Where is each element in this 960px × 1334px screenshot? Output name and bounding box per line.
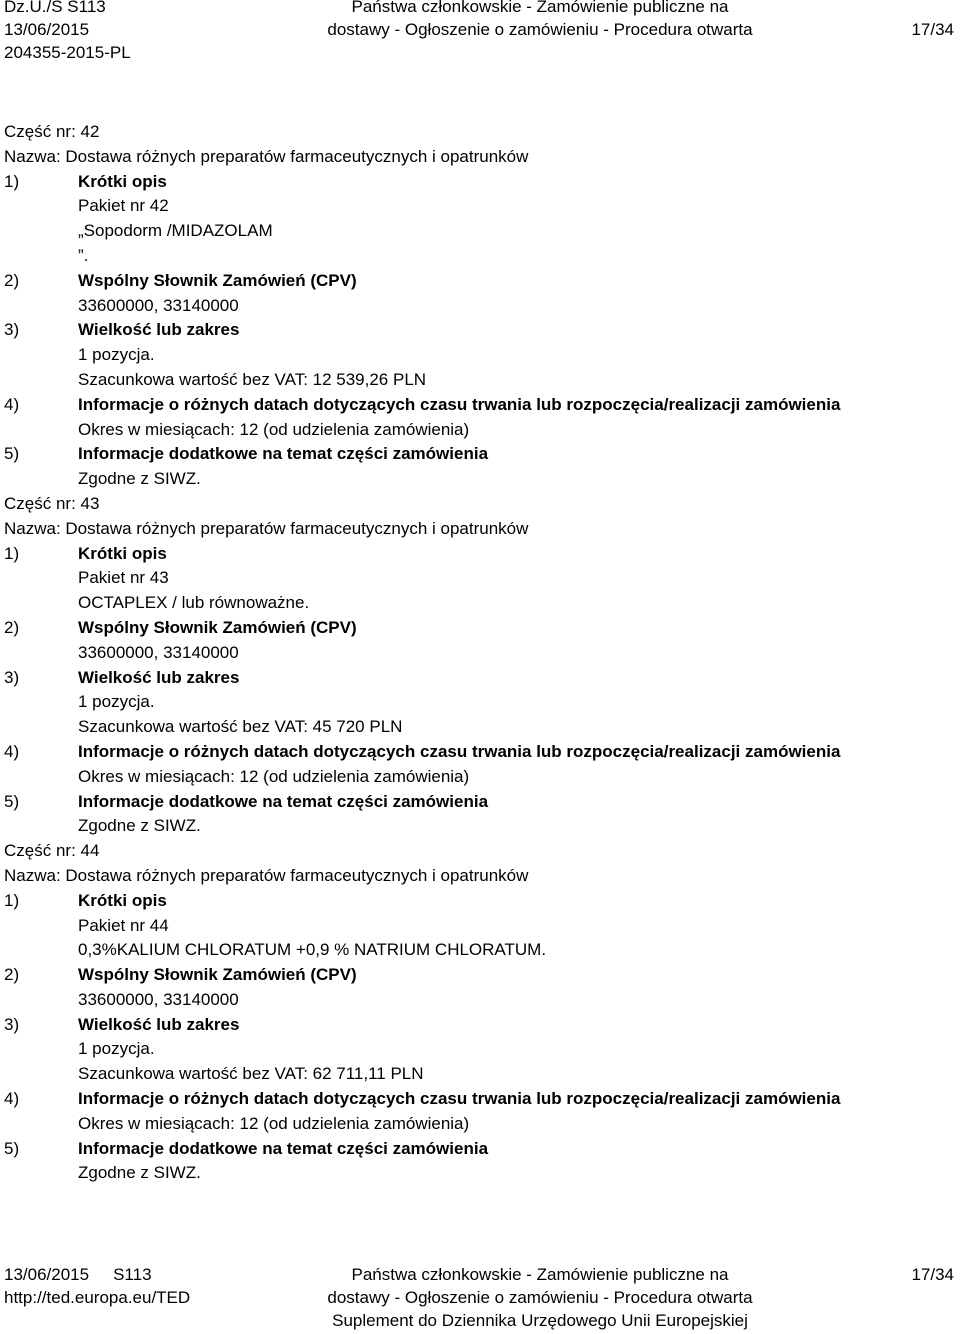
section-heading — [4, 740, 954, 765]
section-text-line: Pakiet nr 44 — [78, 915, 169, 935]
footer-left — [4, 1263, 190, 1309]
section-text-line: 33600000, 33140000 — [78, 295, 239, 315]
footer-date-series — [4, 1263, 190, 1286]
section-text-line: Zgodne z SIWZ. — [78, 816, 201, 836]
section-title: Krótki opis — [78, 543, 167, 563]
section-text-line: 33600000, 33140000 — [78, 642, 239, 662]
section-title: Wielkość lub zakres — [78, 320, 240, 340]
section-title: Informacje o różnych datach dotyczących czasu trwania lub rozpoczęcia/realizacji zamówienia — [78, 394, 841, 414]
section-number: 3) — [4, 667, 20, 687]
section-heading — [4, 616, 954, 641]
section-text-line: Pakiet nr 42 — [78, 196, 169, 216]
header-right — [911, 0, 954, 41]
section-title: Wielkość lub zakres — [78, 667, 240, 687]
section-number: 5) — [4, 791, 20, 811]
section-heading — [4, 393, 954, 418]
section-text-line: 1 pozycja. — [78, 692, 155, 712]
section-number: 4) — [4, 394, 20, 414]
section-number: 1) — [4, 890, 20, 910]
section-heading — [4, 442, 954, 467]
header-center — [310, 0, 770, 41]
footer-title-line-1: Państwa członkowskie - Zamówienie publiczne na — [351, 1265, 729, 1284]
section-title: Wspólny Słownik Zamówień (CPV) — [78, 617, 357, 637]
section-heading — [4, 542, 954, 567]
section-number: 5) — [4, 1138, 20, 1158]
section-text-line: 0,3%KALIUM CHLORATUM +0,9 % NATRIUM CHLORATUM. — [78, 940, 547, 960]
section-text-line: 33600000, 33140000 — [78, 989, 239, 1009]
section-heading — [4, 889, 954, 914]
footer-page-number: 17/34 — [911, 1265, 954, 1284]
section-text-line: OCTAPLEX / lub równoważne. — [78, 593, 310, 613]
section-number: 3) — [4, 320, 20, 340]
document-body — [4, 120, 954, 1186]
section-title: Wielkość lub zakres — [78, 1014, 240, 1034]
section-heading — [4, 790, 954, 815]
section-title: Informacje o różnych datach dotyczących czasu trwania lub rozpoczęcia/realizacji zamówienia — [78, 1089, 841, 1109]
section-text-line: Szacunkowa wartość bez VAT: 12 539,26 PLN — [78, 369, 427, 389]
section-heading — [4, 269, 954, 294]
header-page-number: 17/34 — [911, 20, 954, 39]
header-right-blank — [911, 0, 954, 18]
section-heading — [4, 963, 954, 988]
section-number: 5) — [4, 444, 20, 464]
section-title: Krótki opis — [78, 171, 167, 191]
header-title-line-1: Państwa członkowskie - Zamówienie publiczne na — [351, 0, 729, 16]
section-text-line: Pakiet nr 43 — [78, 568, 169, 588]
footer-url-link[interactable]: http://ted.europa.eu/TED — [4, 1288, 191, 1307]
section-number: 1) — [4, 543, 20, 563]
section-text-line: Okres w miesiącach: 12 (od udzielenia zamówienia) — [78, 1113, 470, 1133]
footer-title-line-2: dostawy - Ogłoszenie o zamówieniu - Procedura otwarta — [327, 1288, 753, 1307]
section-number: 2) — [4, 965, 20, 985]
lot-section — [4, 492, 954, 839]
lot-name: Nazwa: Dostawa różnych preparatów farmaceutycznych i opatrunków — [4, 865, 529, 885]
header-journal-ref: Dz.U./S S113 — [4, 0, 106, 16]
header-date: 13/06/2015 — [4, 20, 90, 39]
section-heading — [4, 318, 954, 343]
section-title: Krótki opis — [78, 890, 167, 910]
section-text-line: 1 pozycja. — [78, 1039, 155, 1059]
section-text-line: Okres w miesiącach: 12 (od udzielenia zamówienia) — [78, 766, 470, 786]
footer-series: S113 — [113, 1265, 152, 1284]
lot-name: Nazwa: Dostawa różnych preparatów farmaceutycznych i opatrunków — [4, 518, 529, 538]
section-title: Informacje dodatkowe na temat części zamówienia — [78, 1138, 489, 1158]
section-number: 1) — [4, 171, 20, 191]
section-text-line: Szacunkowa wartość bez VAT: 45 720 PLN — [78, 717, 403, 737]
section-title: Wspólny Słownik Zamówień (CPV) — [78, 270, 357, 290]
section-title: Informacje dodatkowe na temat części zamówienia — [78, 791, 489, 811]
section-text-line: Zgodne z SIWZ. — [78, 469, 201, 489]
section-text-line: Szacunkowa wartość bez VAT: 62 711,11 PLN — [78, 1064, 424, 1084]
lot-number: Część nr: 43 — [4, 493, 100, 513]
section-text-line: „Sopodorm /MIDAZOLAM — [78, 221, 273, 241]
section-title: Wspólny Słownik Zamówień (CPV) — [78, 965, 357, 985]
section-heading — [4, 1013, 954, 1038]
section-text-line: Okres w miesiącach: 12 (od udzielenia zamówienia) — [78, 419, 470, 439]
section-title: Informacje dodatkowe na temat części zamówienia — [78, 444, 489, 464]
section-number: 4) — [4, 741, 20, 761]
section-title: Informacje o różnych datach dotyczących czasu trwania lub rozpoczęcia/realizacji zamówienia — [78, 741, 841, 761]
section-heading — [4, 1087, 954, 1112]
lot-number: Część nr: 42 — [4, 122, 100, 141]
section-text-line: 1 pozycja. — [78, 345, 155, 365]
lot-section — [4, 120, 954, 492]
section-heading — [4, 666, 954, 691]
section-text-line: Zgodne z SIWZ. — [78, 1163, 201, 1183]
header-title-line-2: dostawy - Ogłoszenie o zamówieniu - Procedura otwarta — [327, 20, 753, 39]
section-text-line: ”. — [78, 245, 89, 265]
lot-name: Nazwa: Dostawa różnych preparatów farmaceutycznych i opatrunków — [4, 146, 529, 166]
section-heading — [4, 170, 954, 195]
section-number: 4) — [4, 1089, 20, 1109]
lot-number: Część nr: 44 — [4, 841, 100, 861]
lot-section — [4, 839, 954, 1186]
footer-date: 13/06/2015 — [4, 1265, 90, 1284]
footer-right — [911, 1263, 954, 1286]
section-number: 2) — [4, 617, 20, 637]
section-number: 2) — [4, 270, 20, 290]
header-left — [4, 0, 131, 64]
footer-supplement: Suplement do Dziennika Urzędowego Unii Europejskiej — [332, 1311, 748, 1330]
footer-center — [310, 1263, 770, 1332]
section-number: 3) — [4, 1014, 20, 1034]
section-heading — [4, 1137, 954, 1162]
header-notice-id: 204355-2015-PL — [4, 43, 131, 62]
